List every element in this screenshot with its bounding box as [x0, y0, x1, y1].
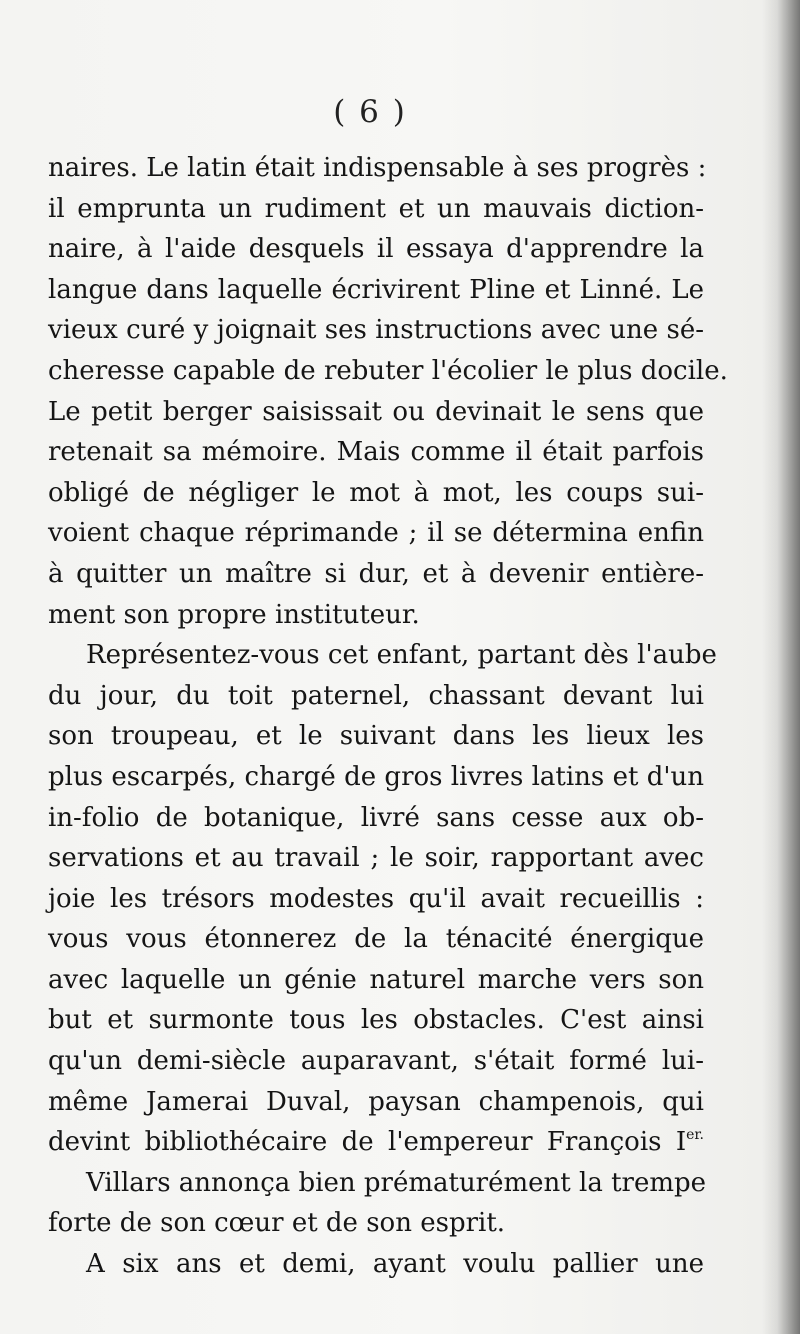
paragraph-start-line: Villars annonça bien prématurément la trempe	[86, 1167, 707, 1198]
text-line: plus escarpés, chargé de gros livres latins et d'un	[48, 761, 704, 792]
text-line: Le petit berger saisissait ou devinait le sens que	[48, 396, 704, 427]
paragraph-start-line: Représentez-vous cet enfant, partant dès l'aube	[86, 640, 717, 671]
text-line: langue dans laquelle écrivirent Pline et Linné. Le	[48, 274, 704, 305]
text-line: même Jamerai Duval, paysan champenois, qui	[48, 1086, 704, 1117]
text-line: qu'un demi-siècle auparavant, s'était formé lui-	[48, 1046, 704, 1077]
text-line: il emprunta un rudiment et un mauvais diction-	[48, 193, 704, 224]
text-line: voient chaque réprimande ; il se détermina enfin	[48, 518, 704, 549]
text-line: avec laquelle un génie naturel marche vers son	[48, 964, 704, 995]
text-line: joie les trésors modestes qu'il avait recueillis :	[48, 883, 704, 914]
text-line: obligé de négliger le mot à mot, les coups sui-	[48, 477, 704, 508]
page-number: ( 6 )	[333, 94, 407, 130]
text-line: du jour, du toit paternel, chassant devant lui	[48, 680, 704, 711]
body-text	[48, 148, 728, 1285]
superscript-er: er.	[686, 1127, 704, 1144]
text-line: son troupeau, et le suivant dans les lieux les	[48, 721, 704, 752]
text-line: cheresse capable de rebuter l'écolier le plus docile.	[48, 355, 728, 386]
text-line-main: devint bibliothécaire de l'empereur François I	[48, 1127, 687, 1158]
text-line: servations et au travail ; le soir, rapportant avec	[48, 843, 704, 874]
text-line: in-folio de botanique, livré sans cesse aux ob-	[48, 802, 704, 833]
text-line-with-superscript	[48, 1122, 704, 1163]
text-line: naires. Le latin était indispensable à ses progrès :	[48, 153, 707, 183]
text-line: vous vous étonnerez de la ténacité énergique	[48, 924, 704, 955]
paragraph-start-line: A six ans et demi, ayant voulu pallier une	[86, 1249, 704, 1280]
text-line: but et surmonte tous les obstacles. C'est ainsi	[48, 1005, 704, 1036]
text-line: forte de son cœur et de son esprit.	[48, 1208, 506, 1239]
text-line: vieux curé y joignait ses instructions avec une sé-	[48, 315, 704, 346]
text-line: naire, à l'aide desquels il essaya d'apprendre la	[48, 234, 704, 265]
text-line: retenait sa mémoire. Mais comme il était parfois	[48, 437, 704, 468]
page-shadow-edge	[762, 0, 800, 1334]
text-line: ment son propre instituteur.	[48, 599, 420, 630]
text-line: à quitter un maître si dur, et à devenir entière-	[48, 558, 704, 589]
